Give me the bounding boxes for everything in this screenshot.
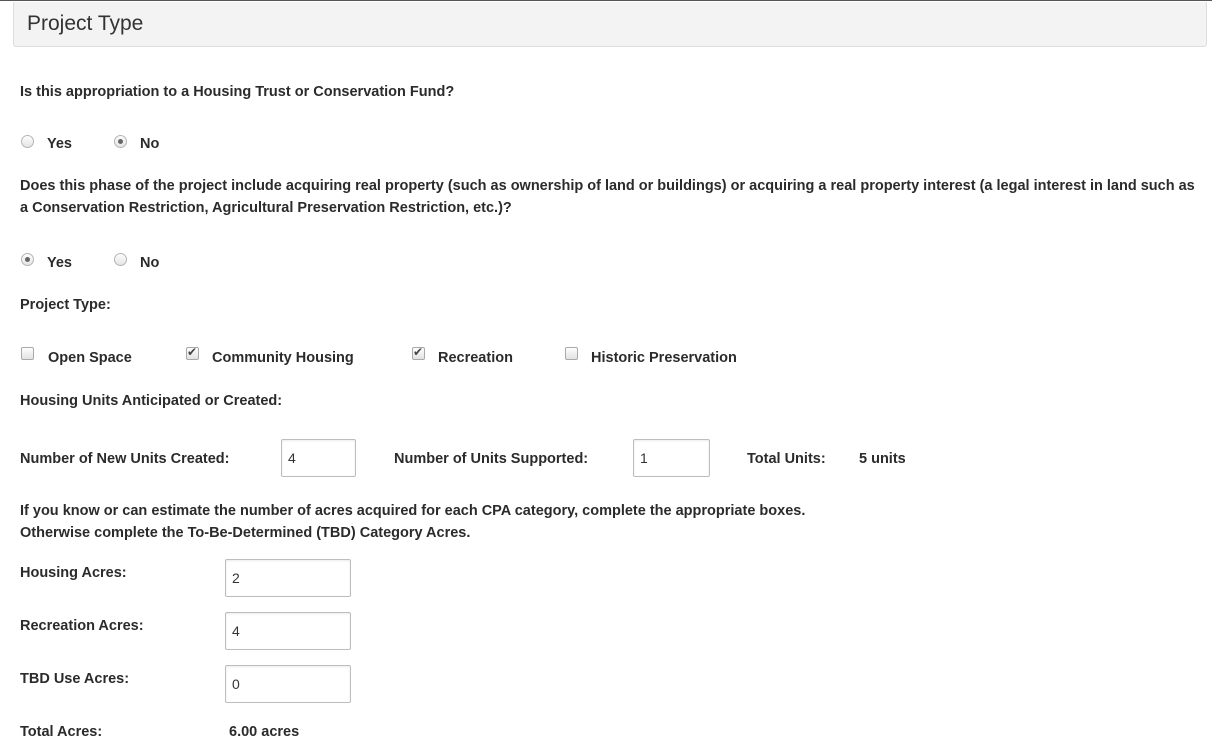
checkmark-icon: ✔ <box>413 345 424 359</box>
section-title: Project Type <box>27 12 144 35</box>
acres-instruction-line1: If you know or can estimate the number of acres acquired for each CPA category, complete the appropriate boxes. <box>20 503 806 519</box>
community-housing-checkbox[interactable] <box>186 347 199 360</box>
units-supported-label: Number of Units Supported: <box>394 451 589 467</box>
property-no-radio[interactable] <box>114 253 127 266</box>
fund-no-radio[interactable] <box>114 135 127 148</box>
recreation-checkbox[interactable] <box>412 347 425 360</box>
total-acres-label: Total Acres: <box>20 724 103 740</box>
open-space-label[interactable]: Open Space <box>48 350 132 366</box>
total-acres-value: 6.00 acres <box>229 724 300 740</box>
tbd-acres-label: TBD Use Acres: <box>20 671 130 687</box>
housing-acres-input[interactable]: 2 <box>225 559 351 597</box>
units-supported-input[interactable]: 1 <box>633 439 710 477</box>
section-header <box>13 2 1207 47</box>
community-housing-label[interactable]: Community Housing <box>212 350 354 366</box>
recreation-label[interactable]: Recreation <box>438 350 513 366</box>
new-units-label: Number of New Units Created: <box>20 451 230 467</box>
property-no-label[interactable]: No <box>140 255 160 271</box>
tbd-acres-input[interactable]: 0 <box>225 665 351 703</box>
open-space-checkbox[interactable] <box>21 347 34 360</box>
acres-instruction-line2: Otherwise complete the To-Be-Determined (TBD) Category Acres. <box>20 525 471 541</box>
housing-units-heading: Housing Units Anticipated or Created: <box>20 393 283 409</box>
property-yes-label[interactable]: Yes <box>47 255 72 271</box>
historic-preservation-label[interactable]: Historic Preservation <box>591 350 737 366</box>
total-units-value: 5 units <box>859 451 906 467</box>
new-units-input[interactable]: 4 <box>281 439 356 477</box>
housing-acres-label: Housing Acres: <box>20 565 127 581</box>
checkmark-icon: ✔ <box>187 345 198 359</box>
fund-question: Is this appropriation to a Housing Trust or Conservation Fund? <box>20 84 455 100</box>
property-question: Does this phase of the project include acquiring real property (such as ownership of land or buildings) or acquiring a real property interest (a legal interest in land such as a Conservation Restriction, Agricultural Preservation Restriction, etc.)? <box>20 178 1195 216</box>
fund-yes-radio[interactable] <box>21 135 34 148</box>
fund-yes-label[interactable]: Yes <box>47 136 72 152</box>
historic-preservation-checkbox[interactable] <box>565 347 578 360</box>
property-yes-radio[interactable] <box>21 253 34 266</box>
top-border <box>0 0 1212 1</box>
recreation-acres-label: Recreation Acres: <box>20 618 144 634</box>
project-type-label: Project Type: <box>20 297 111 313</box>
recreation-acres-input[interactable]: 4 <box>225 612 351 650</box>
fund-no-label[interactable]: No <box>140 136 160 152</box>
total-units-label: Total Units: <box>747 451 826 467</box>
